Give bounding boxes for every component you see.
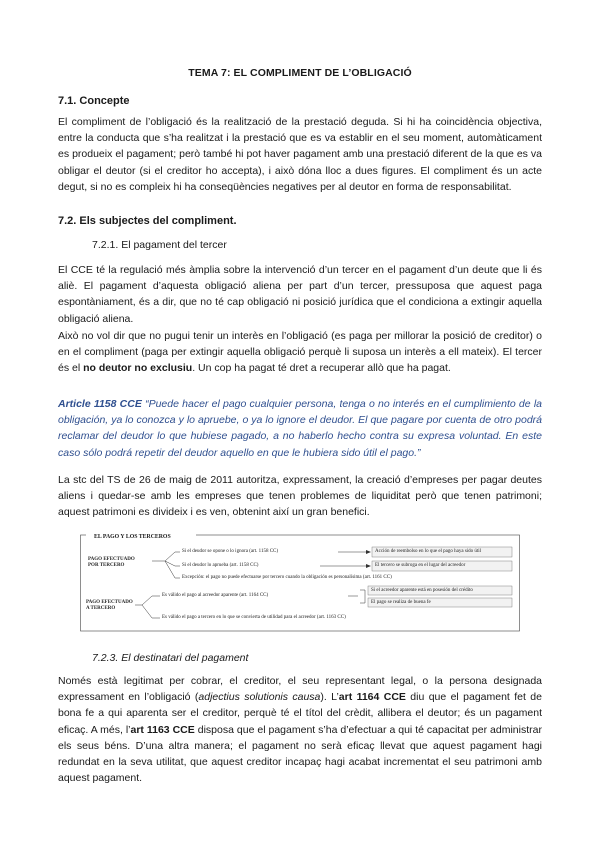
diagram-pago-terceros: [80, 533, 520, 633]
subsection-heading-tercer: 7.2.1. El pagament del tercer: [92, 239, 227, 251]
destinatari-text-g: disposa que el pagament s’ha d’efectuar a qui té capacitat per administrar els seus béns. D’una altra manera; el pagament no serà eficaç llevat que aquest pagament hagi redundat en la seva utilitat, que aquest creditor incapaç hagi acabat incrementat el seu patrimoni amb aquest pagament.: [58, 723, 542, 785]
diagram-row-4-out-1: Si el acreedor aparente está en posesión del crédito: [371, 588, 473, 593]
diagram-row-1-out: Acción de reembolso en lo que el pago haya sido útil: [375, 549, 482, 554]
diagram-row-5: Es válido el pago a tercero en lo que se convierta de utilidad para el acreedor (art. 1163 CC): [162, 615, 346, 620]
paragraph-interes-bold: no deutor no exclusiu: [83, 362, 193, 375]
destinatari-text-a: Només està legitimat per cobrar, el creditor, el seu representant legal, o la persona designada expressament en l’obligació (: [58, 675, 542, 704]
quote-text: “Puede hacer el pago cualquier persona, tenga o no interés en el cumplimiento de la obligación, ya lo conozca y lo apruebe, o ya lo ignore el deudor. El que pagare por cuenta de otro podrá reclamar del deudor lo que hubiese pagado, a no haberlo hecho contra su expresa voluntad. En este caso sólo podrá repetir del deudor aquello en que le hubiera sido útil el pago.”: [58, 398, 542, 459]
subsection-heading-destinatari: 7.2.3. El destinatari del pagament: [92, 652, 249, 664]
diagram-row-4-out-2: El pago se realiza de buena fe: [371, 600, 431, 605]
destinatari-art-1164: art 1164 CCE: [338, 691, 406, 704]
section-heading-subjectes: 7.2. Els subjectes del compliment.: [58, 215, 237, 227]
page-title: TEMA 7: EL COMPLIMENT DE L’OBLIGACIÓ: [188, 67, 412, 79]
paragraph-stc-ts: La stc del TS de 26 de maig de 2011 autoritza, expressament, la creació d’empreses per pagar deutes aliens i quedar-se amb les empreses que tenen problemes de liquiditat però que tenen patrimoni; aquest patrimoni es divideix i es ven, obtenint així un gran benefici.: [58, 474, 542, 519]
quote-article-1158: [58, 396, 542, 461]
destinatari-text-c: ). L’: [320, 691, 339, 704]
diagram-row-2-out: El tercero se subroga en el lugar del acreedor: [375, 563, 466, 568]
section-heading-concepte: 7.1. Concepte: [58, 95, 130, 107]
quote-label: Article 1158 CCE: [58, 398, 142, 410]
diagram-title: EL PAGO Y LOS TERCEROS: [94, 534, 171, 540]
paragraph-interes-text-c: . Un cop ha pagat té dret a recuperar allò que ha pagat.: [192, 362, 451, 375]
paragraph-interes: [58, 328, 542, 377]
diagram-row-1: Si el deudor se opone o lo ignora (art. 1158 CC): [182, 549, 279, 554]
diagram-row-3: Excepción: el pago no puede efectuarse por tercero cuando la obligación es personalísima (art. 1161 CC): [182, 575, 392, 580]
diagram-left-label-1: PAGO EFECTUADO POR TERCERO: [88, 557, 135, 568]
diagram-row-2: Si el deudor lo aprueba (art. 1158 CC): [182, 563, 259, 568]
paragraph-destinatari: [58, 673, 542, 786]
diagram-row-4: Es válido el pago al acreedor aparente (art. 1164 CC): [162, 593, 269, 598]
paragraph-cce-regulacio: El CCE té la regulació més àmplia sobre la intervenció d’un tercer en el pagament d’un deute que li és aliè. El pagament d’aquesta obligació aliena per part d’un tercer, pressuposa que aquest paga espontàniament, és a dir, que no té cap obligació ni posició jurídica que el condiciona a extingir aquella obligació aliena.: [58, 264, 542, 325]
paragraph-interes-text-a: Això no vol dir que no pugui tenir un interès en l’obligació (es paga per millorar la posició de creditor) o en el compliment (paga per extingir aquella obligació perquè li suposa un interès a ell mateix). El tercer és el: [58, 330, 542, 375]
diagram-left-label-2: PAGO EFECTUADO A TERCERO: [86, 600, 133, 611]
destinatari-italic: adjectius solutionis causa: [198, 691, 321, 704]
destinatari-art-1163: art 1163 CCE: [130, 723, 195, 736]
paragraph-concepte: El compliment de l’obligació és la realització de la prestació deguda. Si hi ha coincidència objectiva, entre la conducta que s’ha realitzat i la prestació que es va establir en el seu moment, automàticament es produeix el pagament; però també hi pot haver pagament amb una prestació diferent de la que es va obligar el deutor (si el creditor ho accepta), i això dóna lloc a dues figures. El compliment és un acte degut, si no es compleix hi ha conseqüències negatives per al deutor en forma de responsabilitat.: [58, 116, 542, 193]
destinatari-text-e: diu que el pagament fet de bona fe a qui aparenta ser el creditor, perquè té el títol del crèdit, allibera el deutor; és un pagament eficaç. A més, l’: [58, 691, 542, 736]
